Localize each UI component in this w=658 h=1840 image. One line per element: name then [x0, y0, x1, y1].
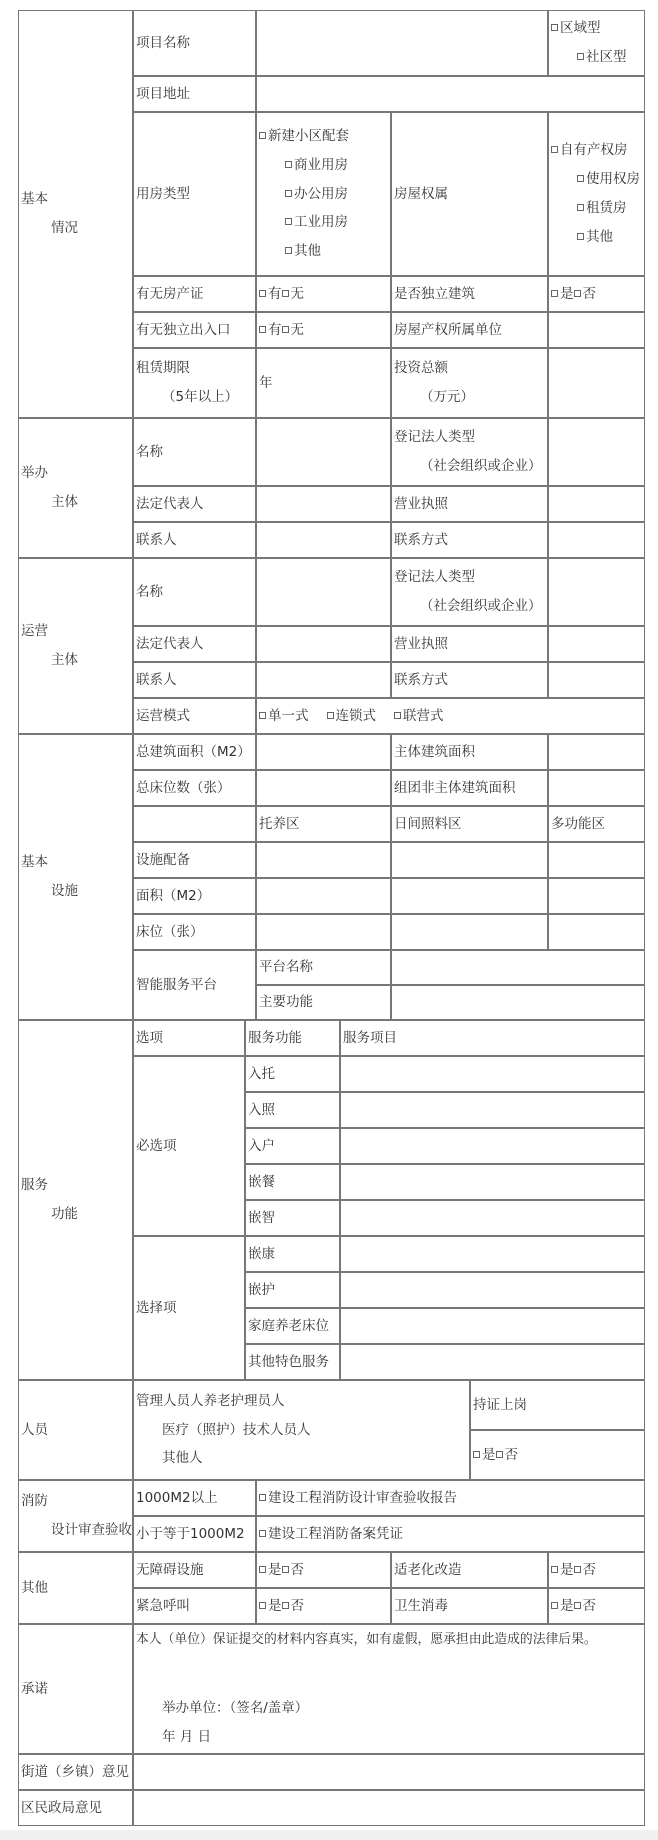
svc-optional-item-input[interactable]: [340, 1236, 645, 1272]
independent-options-text: 是: [560, 285, 574, 302]
fire-under-doc-text: 建设工程消防备案凭证: [268, 1525, 403, 1542]
property-right-options-text: 使用权房: [586, 171, 640, 188]
op-legal-type-label-text: 登记法人类型: [394, 569, 475, 586]
fire-under-doc: [256, 1516, 645, 1552]
svc-required-item: [245, 1056, 340, 1092]
op-mode-label: [133, 698, 256, 734]
checkbox-icon[interactable]: [285, 190, 292, 197]
platform-name-label: [256, 950, 391, 985]
street-opinion-label: [18, 1754, 133, 1790]
bed-row-label-text: 床位（张）: [136, 923, 204, 940]
org-rep-input[interactable]: [256, 486, 391, 522]
accessible-options: [256, 1552, 391, 1588]
op-contact-label: [133, 662, 256, 698]
svc-required-item-input[interactable]: [340, 1164, 645, 1200]
aging-options: [548, 1552, 645, 1588]
entrance-options: [256, 312, 391, 348]
area-row-label: [133, 878, 256, 914]
checkbox-icon[interactable]: [473, 1451, 480, 1458]
org-contact-input[interactable]: [256, 522, 391, 558]
accessible-options-text: 否: [290, 1561, 304, 1578]
pledge-content-text: 本人（单位）保证提交的材料内容真实，如有虚假，愿承担由此造成的法律后果。: [136, 1632, 597, 1647]
area-zone1-input[interactable]: [256, 878, 391, 914]
owner-unit-input[interactable]: [548, 312, 645, 348]
platform-func-label-text: 主要功能: [259, 994, 313, 1011]
entrance-options-text: 无: [290, 321, 304, 338]
section-organizer: [18, 418, 133, 558]
total-area-label: [133, 734, 256, 770]
op-mode-label-text: 运营模式: [136, 707, 190, 724]
group-area-label-text: 组团非主体建筑面积: [394, 779, 516, 796]
svc-optional-item-text: 嵌康: [248, 1245, 275, 1262]
fire-over-label: [133, 1480, 256, 1516]
owner-unit-label: [391, 312, 548, 348]
personnel-counts-text: 其他人: [162, 1450, 203, 1467]
checkbox-icon[interactable]: [259, 132, 266, 139]
zone-header-3: [548, 806, 645, 842]
svc-required-item-text: 入户: [248, 1137, 275, 1154]
section-other-text: 其他: [21, 1579, 48, 1596]
org-legal-type-label: [391, 418, 548, 486]
org-legal-type-input[interactable]: [548, 418, 645, 486]
checkbox-icon[interactable]: [259, 712, 266, 719]
checkbox-icon[interactable]: [259, 1530, 266, 1537]
housing-type-options-text: 新建小区配套: [268, 127, 349, 144]
project-type-options-text: 区域型: [560, 20, 601, 37]
section-services: [18, 1020, 133, 1380]
zone-header-1-text: 托养区: [259, 815, 300, 832]
checkbox-icon[interactable]: [577, 175, 584, 182]
checkbox-icon[interactable]: [259, 1494, 266, 1501]
section-services-text: 服务: [21, 1177, 48, 1194]
page-bottom-strip: [0, 1830, 658, 1840]
checkbox-icon[interactable]: [574, 290, 581, 297]
checkbox-icon[interactable]: [551, 1602, 558, 1609]
checkbox-icon[interactable]: [577, 204, 584, 211]
housing-type-options-text: 其他: [294, 243, 321, 260]
fire-over-label-text: 1000M2以上: [136, 1489, 218, 1506]
fire-over-doc-text: 建设工程消防设计审查验收报告: [268, 1489, 457, 1506]
district-opinion-label-text: 区民政局意见: [21, 1799, 102, 1816]
svc-required-item: [245, 1200, 340, 1236]
checkbox-icon[interactable]: [259, 1566, 266, 1573]
svc-optional-item-input[interactable]: [340, 1308, 645, 1344]
project-name-label: [133, 10, 256, 76]
svc-required-item-text: 入照: [248, 1101, 275, 1118]
cert-label-text: 持证上岗: [473, 1396, 527, 1413]
svc-required-label-text: 必选项: [136, 1137, 177, 1154]
personnel-counts-text: 医疗（照护）技术人员人: [162, 1421, 311, 1438]
svc-required-item-input[interactable]: [340, 1056, 645, 1092]
project-address-label-text: 项目地址: [136, 85, 190, 102]
independent-options: [548, 276, 645, 312]
zone-header-3-text: 多功能区: [551, 815, 605, 832]
housing-type-options-text: 办公用房: [294, 185, 348, 202]
has-cert-label: [133, 276, 256, 312]
aging-label: [391, 1552, 548, 1588]
svc-option-header: [133, 1020, 245, 1056]
checkbox-icon[interactable]: [551, 1566, 558, 1573]
svc-function-header: [245, 1020, 340, 1056]
hygiene-options-text: 是: [560, 1597, 574, 1614]
org-license-input[interactable]: [548, 486, 645, 522]
op-name-label: [133, 558, 256, 626]
group-area-input[interactable]: [548, 770, 645, 806]
emergency-options-text: 是: [268, 1597, 282, 1614]
op-license-input[interactable]: [548, 626, 645, 662]
section-basic-info: [18, 10, 133, 418]
independent-label: [391, 276, 548, 312]
section-organizer-text: 举办: [21, 465, 48, 482]
area-row-label-text: 面积（M2）: [136, 887, 211, 904]
main-area-label: [391, 734, 548, 770]
checkbox-icon[interactable]: [282, 326, 289, 333]
investment-label-text: 投资总额: [394, 360, 448, 377]
op-mode-options: [256, 698, 645, 734]
cert-options-text: 是: [482, 1446, 496, 1463]
org-license-label-text: 营业执照: [394, 495, 448, 512]
op-legal-type-input[interactable]: [548, 558, 645, 626]
section-services-text: 功能: [51, 1206, 78, 1222]
cert-options: [470, 1430, 645, 1480]
pledge-content-text: 年 月 日: [162, 1728, 212, 1745]
project-name-label-text: 项目名称: [136, 34, 190, 51]
checkbox-icon[interactable]: [285, 247, 292, 254]
property-right-options-text: 自有产权房: [560, 142, 628, 159]
org-contact-method-input[interactable]: [548, 522, 645, 558]
svc-optional-item-text: 家庭养老床位: [248, 1317, 329, 1334]
platform-func-label: [256, 985, 391, 1020]
svc-optional-item-text: 其他特色服务: [248, 1353, 329, 1370]
emergency-options-text: 否: [290, 1597, 304, 1614]
cert-label: [470, 1380, 645, 1430]
investment-label-text: （万元）: [420, 389, 474, 405]
personnel-counts-text: 管理人员人养老护理员人: [136, 1392, 285, 1409]
checkbox-icon[interactable]: [282, 290, 289, 297]
property-right-options-text: 租赁房: [586, 200, 627, 216]
independent-options-text: 否: [582, 285, 596, 302]
op-contact-method-input[interactable]: [548, 662, 645, 698]
checkbox-icon[interactable]: [577, 233, 584, 240]
op-contact-method-label: [391, 662, 548, 698]
total-area-label-text: 总建筑面积（M2）: [136, 743, 251, 760]
equip-zone3-input[interactable]: [548, 842, 645, 878]
has-cert-options-text: 无: [290, 285, 304, 302]
section-fire-text: 消防: [21, 1493, 48, 1510]
op-contact-method-label-text: 联系方式: [394, 671, 448, 688]
fire-over-doc: [256, 1480, 645, 1516]
svc-required-item-text: 入托: [248, 1065, 275, 1082]
beds-label: [133, 770, 256, 806]
district-opinion-label: [18, 1790, 133, 1826]
hygiene-label: [391, 1588, 548, 1624]
section-operator-text: 运营: [21, 623, 48, 640]
svc-function-header-text: 服务功能: [248, 1029, 302, 1046]
has-cert-options-text: 有: [268, 285, 282, 302]
aging-options-text: 否: [582, 1561, 596, 1578]
section-pledge-text: 承诺: [21, 1680, 48, 1697]
section-basic-info-text: 情况: [51, 220, 78, 236]
property-right-label-text: 房屋权属: [394, 185, 448, 202]
accessible-label: [133, 1552, 256, 1588]
section-operator-text: 主体: [51, 652, 78, 668]
checkbox-icon[interactable]: [259, 290, 266, 297]
op-name-input[interactable]: [256, 558, 391, 626]
svc-optional-item: [245, 1308, 340, 1344]
svc-optional-label-text: 选择项: [136, 1299, 177, 1316]
beds-input[interactable]: [256, 770, 391, 806]
platform-func-input[interactable]: [391, 985, 645, 1020]
section-personnel: [18, 1380, 133, 1480]
org-license-label: [391, 486, 548, 522]
aging-options-text: 是: [560, 1561, 574, 1578]
op-rep-label: [133, 626, 256, 662]
owner-unit-label-text: 房屋产权所属单位: [394, 321, 502, 338]
pledge-content-text: 举办单位：（签名/盖章）: [162, 1699, 309, 1716]
project-address-label: [133, 76, 256, 112]
org-contact-method-label: [391, 522, 548, 558]
op-rep-input[interactable]: [256, 626, 391, 662]
street-opinion-input[interactable]: [133, 1754, 645, 1790]
checkbox-icon[interactable]: [551, 290, 558, 297]
svc-optional-item-text: 嵌护: [248, 1281, 275, 1298]
checkbox-icon[interactable]: [496, 1451, 503, 1458]
svc-optional-item: [245, 1344, 340, 1380]
section-facilities: [18, 734, 133, 1020]
fire-under-label-text: 小于等于1000M2: [136, 1525, 245, 1542]
checkbox-icon[interactable]: [259, 1602, 266, 1609]
equip-zone2-input[interactable]: [391, 842, 548, 878]
hygiene-options-text: 否: [582, 1597, 596, 1614]
lease-years-text: 年: [259, 374, 273, 391]
aging-label-text: 适老化改造: [394, 1561, 462, 1578]
bed-zone1-input[interactable]: [256, 914, 391, 950]
op-rep-label-text: 法定代表人: [136, 635, 204, 652]
svc-items-header-text: 服务项目: [343, 1029, 397, 1046]
emergency-label: [133, 1588, 256, 1624]
district-opinion-input[interactable]: [133, 1790, 645, 1826]
project-type-options: [548, 10, 645, 76]
pledge-content[interactable]: [133, 1624, 645, 1754]
checkbox-icon[interactable]: [285, 161, 292, 168]
project-name-input[interactable]: [256, 10, 548, 76]
platform-name-input[interactable]: [391, 950, 645, 985]
svc-required-item: [245, 1164, 340, 1200]
emergency-label-text: 紧急呼叫: [136, 1597, 190, 1614]
checkbox-icon[interactable]: [577, 53, 584, 60]
svc-option-header-text: 选项: [136, 1029, 163, 1046]
org-contact-method-label-text: 联系方式: [394, 531, 448, 548]
housing-type-options-text: 商业用房: [294, 156, 348, 173]
section-personnel-text: 人员: [21, 1421, 48, 1438]
platform-label: [133, 950, 256, 1020]
beds-label-text: 总床位数（张）: [136, 779, 231, 796]
cert-options-text: 否: [504, 1446, 518, 1463]
svc-optional-label: [133, 1236, 245, 1380]
org-legal-type-label-text: 登记法人类型: [394, 429, 475, 446]
svc-required-item: [245, 1092, 340, 1128]
property-right-options: [548, 112, 645, 276]
accessible-options-text: 是: [268, 1561, 282, 1578]
svc-required-item: [245, 1128, 340, 1164]
op-name-label-text: 名称: [136, 583, 163, 600]
zone-header-2-text: 日间照料区: [394, 815, 462, 832]
org-rep-label-text: 法定代表人: [136, 495, 204, 512]
has-cert-label-text: 有无房产证: [136, 285, 204, 302]
org-legal-type-label-text: （社会组织或企业）: [420, 458, 542, 474]
equip-row-label-text: 设施配备: [136, 851, 190, 868]
svc-items-header: [340, 1020, 645, 1056]
investment-input[interactable]: [548, 348, 645, 418]
independent-label-text: 是否独立建筑: [394, 285, 475, 302]
op-legal-type-label-text: （社会组织或企业）: [420, 598, 542, 614]
lease-label-text: 租赁期限: [136, 360, 190, 377]
svc-optional-item-input[interactable]: [340, 1344, 645, 1380]
investment-label: [391, 348, 548, 418]
svc-optional-item: [245, 1236, 340, 1272]
checkbox-icon[interactable]: [259, 326, 266, 333]
checkbox-icon[interactable]: [551, 146, 558, 153]
property-right-options-text: 其他: [586, 228, 613, 245]
op-mode-options-text: 连锁式: [335, 707, 376, 724]
area-zone2-input[interactable]: [391, 878, 548, 914]
svc-required-item-input[interactable]: [340, 1128, 645, 1164]
section-basic-info-text: 基本: [21, 191, 48, 208]
org-contact-label: [133, 522, 256, 558]
equip-row-label: [133, 842, 256, 878]
accessible-label-text: 无障碍设施: [136, 1561, 204, 1578]
total-area-input[interactable]: [256, 734, 391, 770]
op-contact-input[interactable]: [256, 662, 391, 698]
has-cert-options: [256, 276, 391, 312]
lease-years[interactable]: [256, 348, 391, 418]
svc-required-item-text: 嵌餐: [248, 1173, 275, 1190]
zone-header-blank: [133, 806, 256, 842]
op-legal-type-label: [391, 558, 548, 626]
entrance-label: [133, 312, 256, 348]
housing-type-label: [133, 112, 256, 276]
checkbox-icon[interactable]: [282, 1566, 289, 1573]
section-organizer-text: 主体: [51, 494, 78, 510]
op-license-label: [391, 626, 548, 662]
org-contact-label-text: 联系人: [136, 531, 177, 548]
section-facilities-text: 设施: [51, 883, 78, 899]
op-license-label-text: 营业执照: [394, 635, 448, 652]
housing-type-options: [256, 112, 391, 276]
hygiene-label-text: 卫生消毒: [394, 1597, 448, 1614]
lease-label-text: （5年以上）: [162, 389, 239, 405]
svc-required-item-text: 嵌智: [248, 1209, 275, 1226]
bed-row-label: [133, 914, 256, 950]
checkbox-icon[interactable]: [551, 24, 558, 31]
platform-name-label-text: 平台名称: [259, 959, 313, 976]
entrance-label-text: 有无独立出入口: [136, 321, 231, 338]
housing-type-label-text: 用房类型: [136, 185, 190, 202]
checkbox-icon[interactable]: [574, 1566, 581, 1573]
main-area-label-text: 主体建筑面积: [394, 743, 475, 760]
project-type-options-text: 社区型: [586, 49, 627, 65]
section-operator: [18, 558, 133, 734]
lease-label: [133, 348, 256, 418]
street-opinion-label-text: 街道（乡镇）意见: [21, 1763, 129, 1780]
checkbox-icon[interactable]: [282, 1602, 289, 1609]
property-right-label: [391, 112, 548, 276]
op-contact-label-text: 联系人: [136, 671, 177, 688]
emergency-options: [256, 1588, 391, 1624]
section-fire: [18, 1480, 133, 1552]
org-name-label-text: 名称: [136, 443, 163, 460]
checkbox-icon[interactable]: [574, 1602, 581, 1609]
section-facilities-text: 基本: [21, 854, 48, 871]
area-zone3-input[interactable]: [548, 878, 645, 914]
svc-required-item-input[interactable]: [340, 1092, 645, 1128]
section-other: [18, 1552, 133, 1624]
housing-type-options-text: 工业用房: [294, 214, 348, 231]
equip-zone1-input[interactable]: [256, 842, 391, 878]
op-mode-options-text: 联营式: [403, 707, 444, 724]
main-area-input[interactable]: [548, 734, 645, 770]
entrance-options-text: 有: [268, 321, 282, 338]
group-area-label: [391, 770, 548, 806]
platform-label-text: 智能服务平台: [136, 976, 217, 993]
org-name-input[interactable]: [256, 418, 391, 486]
fire-under-label: [133, 1516, 256, 1552]
svc-required-label: [133, 1056, 245, 1236]
org-rep-label: [133, 486, 256, 522]
project-address-input[interactable]: [256, 76, 645, 112]
op-mode-options-text: 单一式: [268, 707, 309, 724]
checkbox-icon[interactable]: [327, 712, 334, 719]
checkbox-icon[interactable]: [394, 712, 401, 719]
section-pledge: [18, 1624, 133, 1754]
personnel-counts: [133, 1380, 470, 1480]
zone-header-1: [256, 806, 391, 842]
svc-required-item-input[interactable]: [340, 1200, 645, 1236]
svc-optional-item: [245, 1272, 340, 1308]
section-fire-text: 设计审查验收: [51, 1522, 132, 1538]
svc-optional-item-input[interactable]: [340, 1272, 645, 1308]
zone-header-2: [391, 806, 548, 842]
bed-zone3-input[interactable]: [548, 914, 645, 950]
hygiene-options: [548, 1588, 645, 1624]
checkbox-icon[interactable]: [285, 218, 292, 225]
bed-zone2-input[interactable]: [391, 914, 548, 950]
org-name-label: [133, 418, 256, 486]
